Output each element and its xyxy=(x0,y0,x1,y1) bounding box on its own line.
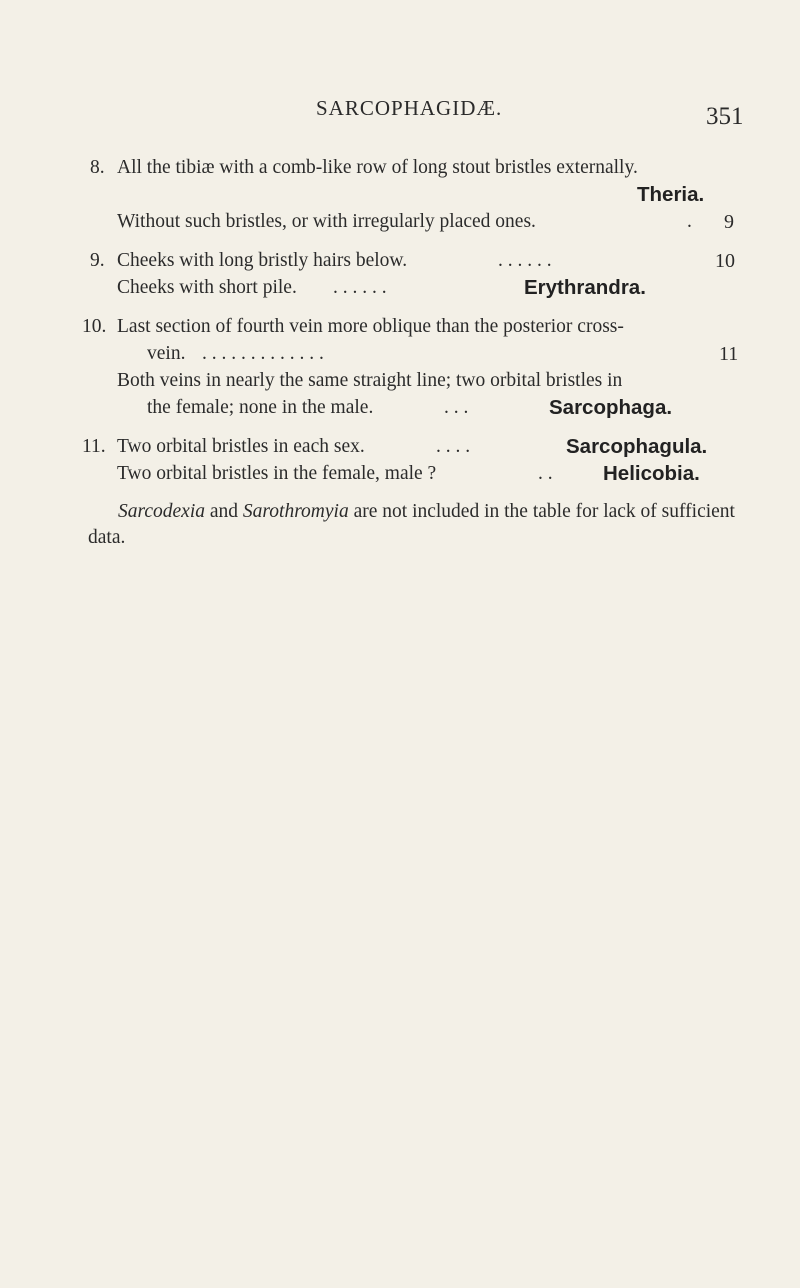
taxon-name: Sarcophagula. xyxy=(566,435,708,458)
taxon-name: Erythrandra. xyxy=(524,276,646,299)
couplet-number: 10. xyxy=(82,316,107,337)
leader-dots: . . . . . . xyxy=(333,277,387,298)
couplet-reference: 9 xyxy=(724,211,734,233)
genus-name: Sarothromyia xyxy=(242,501,349,522)
genus-name: Sarcodexia xyxy=(118,501,205,522)
key-line: Both veins in nearly the same straight line; two orbital bristles in xyxy=(117,370,623,391)
note-text: are not included in the table for lack of sufficient data. xyxy=(88,501,735,548)
leader-dots: . . . xyxy=(444,397,469,418)
leader-dots: . . . . . . . . . . . . . xyxy=(202,343,324,364)
note-text: and xyxy=(209,501,239,522)
key-line: All the tibiæ with a comb-like row of long stout bristles externally. xyxy=(117,157,638,178)
running-title: SARCOPHAGIDÆ. xyxy=(316,96,503,120)
taxon-name: Helicobia. xyxy=(603,462,700,485)
couplet-number: 8. xyxy=(90,157,105,178)
couplet-reference: 11 xyxy=(719,343,739,365)
key-line: Last section of fourth vein more oblique than the posterior cross- xyxy=(117,316,624,337)
leader-dots: . . . . . . xyxy=(498,250,552,271)
key-line: Cheeks with short pile. xyxy=(117,277,297,298)
running-head xyxy=(0,96,800,128)
leader-dots: . . xyxy=(538,463,553,484)
couplet-reference: 10 xyxy=(715,250,735,272)
key-line: the female; none in the male. xyxy=(147,397,374,418)
couplet-number: 9. xyxy=(90,250,105,271)
taxon-name: Theria. xyxy=(637,183,705,206)
leader-dots: . . . . xyxy=(436,436,471,457)
key-line: Two orbital bristles in each sex. xyxy=(117,436,365,457)
leader-dots: . xyxy=(687,211,692,232)
note-paragraph xyxy=(88,499,748,551)
page-number: 351 xyxy=(706,103,744,130)
key-line: Without such bristles, or with irregularly placed ones. xyxy=(117,211,536,232)
couplet-number: 11. xyxy=(82,436,106,457)
key-line: vein. xyxy=(147,343,186,364)
taxon-name: Sarcophaga. xyxy=(549,396,673,419)
key-line: Cheeks with long bristly hairs below. xyxy=(117,250,408,271)
key-line: Two orbital bristles in the female, male ? xyxy=(117,463,437,484)
